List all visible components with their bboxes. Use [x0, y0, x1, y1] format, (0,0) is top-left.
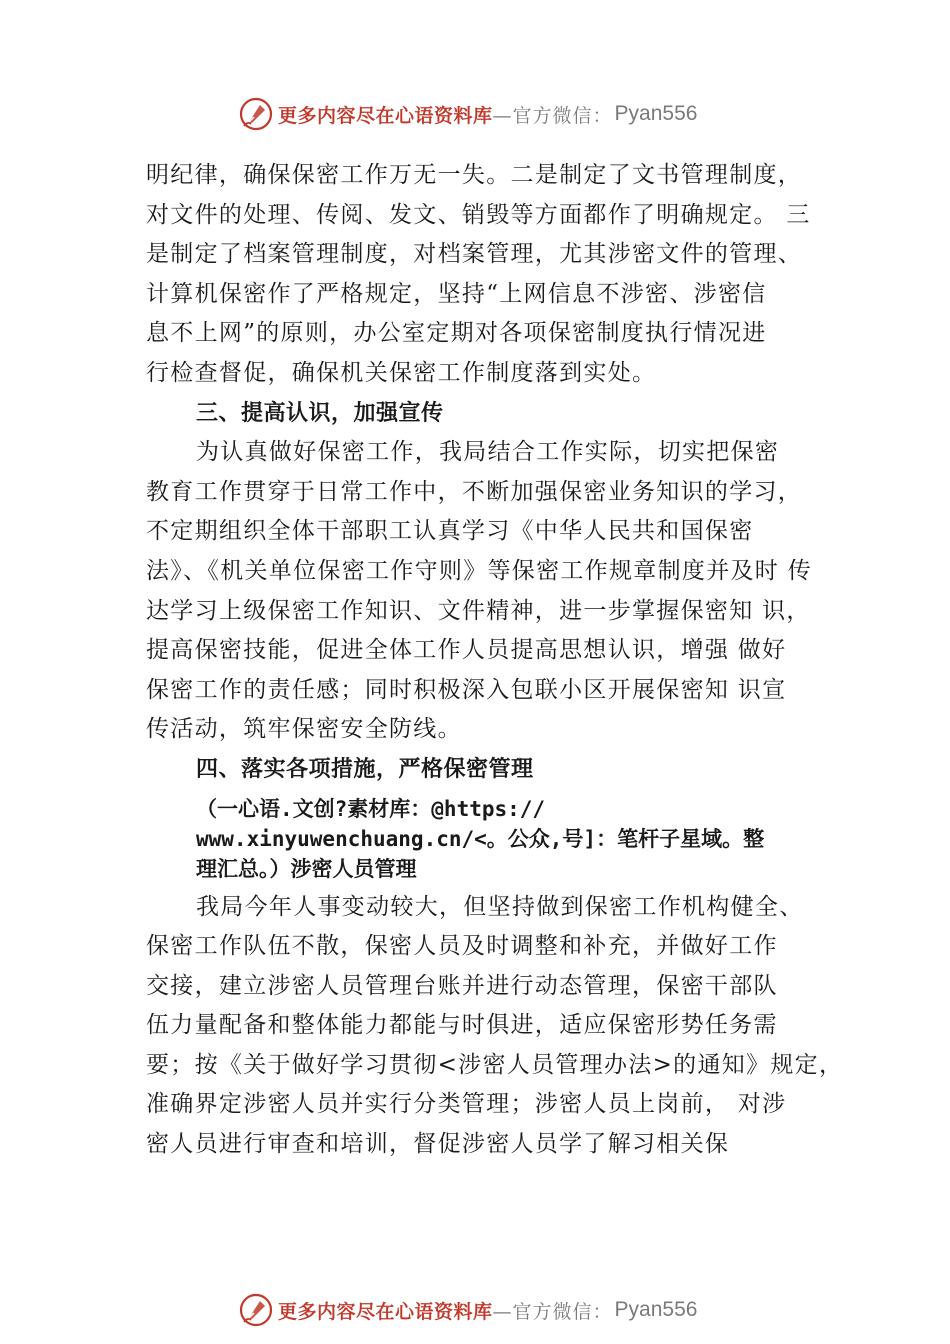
banner-brand: 更多内容尽在心语资料库	[278, 1300, 493, 1323]
text-line: 交接，建立涉密人员管理台账并进行动态管理，保密干部队	[146, 972, 778, 999]
text-line: 密人员进行审查和培训，督促涉密人员学了解习相关保	[146, 1131, 730, 1158]
text-line: 法》、《机关单位保密工作守则》等保密工作规章制度并及时 传	[146, 557, 813, 584]
subheading-line: www.xinyuwenchuang.cn/<。公众,号]：笔杆子星域。整	[196, 826, 765, 851]
text-line: 教育工作贯穿于日常工作中，不断加强保密业务知识的学习，	[146, 478, 803, 505]
paragraph-1	[146, 156, 846, 394]
paragraph-3	[146, 888, 846, 1165]
text-line: 达学习上级保密工作知识、文件精神，进一步掌握保密知 识，	[146, 597, 811, 624]
text-line: 我局今年人事变动较大，但坚持做到保密工作机构健全、	[196, 893, 804, 920]
text-line: 传活动，筑牢保密安全防线。	[146, 716, 462, 743]
subheading-line: 理汇总。）涉密人员管理	[196, 856, 417, 881]
subsection-heading	[146, 794, 846, 884]
section-heading-3: 三、提高认识，加强宣传	[196, 400, 444, 426]
text-line: 为认真做好保密工作，我局结合工作实际，切实把保密	[196, 439, 780, 466]
text-line: 保密工作队伍不散，保密人员及时调整和补充，并做好工作	[146, 933, 778, 960]
pen-nib-logo-icon	[238, 96, 274, 132]
text-line: 伍力量配备和整体能力都能与时俱进，适应保密形势任务需	[146, 1012, 778, 1039]
text-line: 计算机保密作了严格规定，坚持“上网信息不涉密、涉密信	[146, 280, 767, 307]
banner-wechat-id: Pyan556	[614, 102, 698, 125]
footer-watermark	[238, 1290, 758, 1330]
paragraph-2	[146, 433, 846, 750]
banner-brand: 更多内容尽在心语资料库	[278, 104, 493, 127]
text-line: 明纪律，确保保密工作万无一失。二是制定了文书管理制度，	[146, 162, 803, 188]
text-line: 行检查督促，确保机关保密工作制度落到实处。	[146, 359, 657, 386]
text-line: 准确界定涉密人员并实行分类管理；涉密人员上岗前， 对涉	[146, 1091, 787, 1118]
banner-separator: —官方微信：	[492, 1300, 613, 1323]
text-line: 不定期组织全体干部职工认真学习《中华人民共和国保密	[146, 518, 754, 545]
text-line: 保密工作的责任感；同时积极深入包联小区开展保密知 识宣	[146, 676, 787, 703]
text-line: 息不上网”的原则，办公室定期对各项保密制度执行情况进	[146, 320, 767, 347]
text-line: 对文件的处理、传阅、发文、销毁等方面都作了明确规定。 三	[146, 201, 811, 228]
text-line: 提高保密技能，促进全体工作人员提高思想认识，增强 做好	[146, 637, 787, 664]
text-line: 是制定了档案管理制度，对档案管理，尤其涉密文件的管理、	[146, 241, 803, 268]
header-watermark	[238, 94, 758, 134]
text-line: 要；按《关于做好学习贯彻<涉密人员管理办法>的通知》规定，	[146, 1051, 844, 1078]
subheading-line: （一心语.文创?素材库：@https://	[196, 796, 546, 821]
banner-wechat-id: Pyan556	[614, 1298, 698, 1321]
document-body	[146, 156, 846, 1165]
pen-nib-logo-icon	[238, 1292, 274, 1328]
banner-separator: —官方微信：	[492, 104, 613, 127]
section-heading-4: 四、落实各项措施，严格保密管理	[196, 756, 534, 782]
